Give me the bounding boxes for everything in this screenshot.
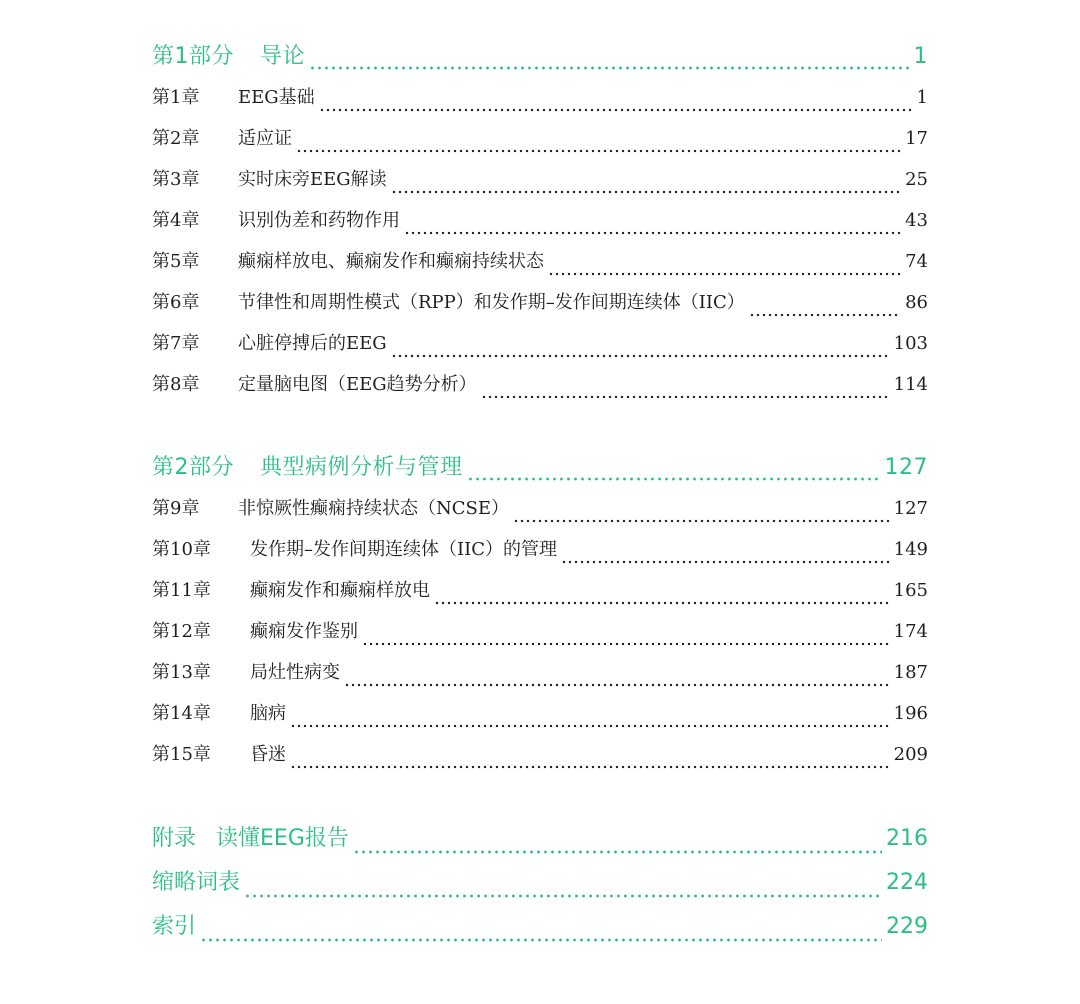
dot-leader xyxy=(513,508,890,526)
part-heading[interactable] xyxy=(152,447,928,488)
page-number: 174 xyxy=(893,621,928,642)
dot-leader xyxy=(309,52,909,74)
dot-leader xyxy=(391,179,901,197)
table-of-contents xyxy=(152,36,928,949)
chapter-title: 识别伪差和药物作用 xyxy=(238,210,400,231)
chapter-number: 第11章 xyxy=(152,580,211,601)
page-number: 103 xyxy=(893,333,928,354)
chapter-entry[interactable] xyxy=(152,323,928,364)
dot-leader xyxy=(290,754,890,772)
dot-leader xyxy=(319,97,913,115)
chapter-entry[interactable] xyxy=(152,241,928,282)
page-number: 165 xyxy=(893,580,928,601)
section-spacer xyxy=(152,405,928,447)
chapter-title: 心脏停搏后的EEG xyxy=(238,333,387,354)
chapter-number: 第5章 xyxy=(152,251,200,272)
chapter-number: 第6章 xyxy=(152,292,200,313)
chapter-title: 癫痫发作鉴别 xyxy=(250,621,358,642)
page-number: 209 xyxy=(893,744,928,765)
dot-leader xyxy=(434,590,890,608)
dot-leader xyxy=(391,343,890,361)
page-number: 74 xyxy=(905,251,928,272)
appendix-entry[interactable] xyxy=(152,817,928,861)
part-heading[interactable] xyxy=(152,36,928,77)
chapter-title: 非惊厥性癫痫持续状态（NCSE） xyxy=(238,498,509,519)
dot-leader xyxy=(404,220,901,238)
chapter-title: 适应证 xyxy=(238,128,292,149)
chapter-number: 第10章 xyxy=(152,539,211,560)
chapter-title: 脑病 xyxy=(250,703,286,724)
chapter-number: 第14章 xyxy=(152,703,211,724)
dot-leader xyxy=(481,384,890,402)
dot-leader xyxy=(467,463,881,485)
chapter-number: 第9章 xyxy=(152,498,200,519)
appendix-label: 附录 xyxy=(152,826,197,851)
chapter-number: 第12章 xyxy=(152,621,211,642)
page-number: 149 xyxy=(893,539,928,560)
chapter-title: 癫痫发作和癫痫样放电 xyxy=(250,580,430,601)
chapter-title: 定量脑电图（EEG趋势分析） xyxy=(238,374,477,395)
chapter-number: 第8章 xyxy=(152,374,200,395)
page-number: 86 xyxy=(905,292,928,313)
page-number: 229 xyxy=(886,914,928,939)
dot-leader xyxy=(290,713,890,731)
index-entry[interactable] xyxy=(152,905,928,949)
chapter-title: 节律性和周期性模式（RPP）和发作期–发作间期连续体（IIC） xyxy=(238,292,745,313)
chapter-entry[interactable] xyxy=(152,488,928,529)
chapter-entry[interactable] xyxy=(152,734,928,775)
part-title: 导论 xyxy=(260,44,306,69)
chapter-title: 发作期–发作间期连续体（IIC）的管理 xyxy=(250,539,557,560)
chapter-title: EEG基础 xyxy=(238,87,315,108)
chapter-entry[interactable] xyxy=(152,118,928,159)
index-title: 索引 xyxy=(152,914,197,939)
dot-leader xyxy=(362,631,890,649)
dot-leader xyxy=(548,261,901,279)
dot-leader xyxy=(749,302,901,320)
dot-leader xyxy=(244,880,882,902)
page-number: 114 xyxy=(893,374,928,395)
chapter-title: 实时床旁EEG解读 xyxy=(238,169,387,190)
part-number: 第1部分 xyxy=(152,44,234,69)
chapter-number: 第4章 xyxy=(152,210,200,231)
chapter-entry[interactable] xyxy=(152,611,928,652)
part-title: 典型病例分析与管理 xyxy=(260,455,463,480)
chapter-entry[interactable] xyxy=(152,652,928,693)
chapter-entry[interactable] xyxy=(152,282,928,323)
page-number: 1 xyxy=(913,44,928,69)
chapter-number: 第2章 xyxy=(152,128,200,149)
chapter-title: 癫痫样放电、癫痫发作和癫痫持续状态 xyxy=(238,251,544,272)
page-number: 216 xyxy=(886,826,928,851)
chapter-entry[interactable] xyxy=(152,529,928,570)
abbreviations-entry[interactable] xyxy=(152,861,928,905)
page-number: 1 xyxy=(916,87,928,108)
chapter-entry[interactable] xyxy=(152,200,928,241)
chapter-number: 第1章 xyxy=(152,87,200,108)
page-number: 196 xyxy=(893,703,928,724)
abbreviations-title: 缩略词表 xyxy=(152,870,241,895)
chapter-number: 第3章 xyxy=(152,169,200,190)
chapter-entry[interactable] xyxy=(152,77,928,118)
dot-leader xyxy=(200,924,882,946)
dot-leader xyxy=(561,549,890,567)
chapter-title: 昏迷 xyxy=(250,744,286,765)
appendix-title: 读懂EEG报告 xyxy=(216,826,349,851)
page-number: 127 xyxy=(893,498,928,519)
chapter-number: 第13章 xyxy=(152,662,211,683)
dot-leader xyxy=(296,138,901,156)
chapter-entry[interactable] xyxy=(152,159,928,200)
chapter-entry[interactable] xyxy=(152,570,928,611)
page-number: 127 xyxy=(884,455,928,480)
chapter-title: 局灶性病变 xyxy=(250,662,340,683)
chapter-number: 第15章 xyxy=(152,744,211,765)
dot-leader xyxy=(344,672,890,690)
part-number: 第2部分 xyxy=(152,455,234,480)
page-number: 17 xyxy=(905,128,928,149)
page-number: 25 xyxy=(905,169,928,190)
page-number: 43 xyxy=(905,210,928,231)
section-spacer xyxy=(152,775,928,817)
chapter-entry[interactable] xyxy=(152,693,928,734)
page-number: 224 xyxy=(886,870,928,895)
dot-leader xyxy=(353,836,882,858)
chapter-number: 第7章 xyxy=(152,333,200,354)
page-number: 187 xyxy=(893,662,928,683)
chapter-entry[interactable] xyxy=(152,364,928,405)
